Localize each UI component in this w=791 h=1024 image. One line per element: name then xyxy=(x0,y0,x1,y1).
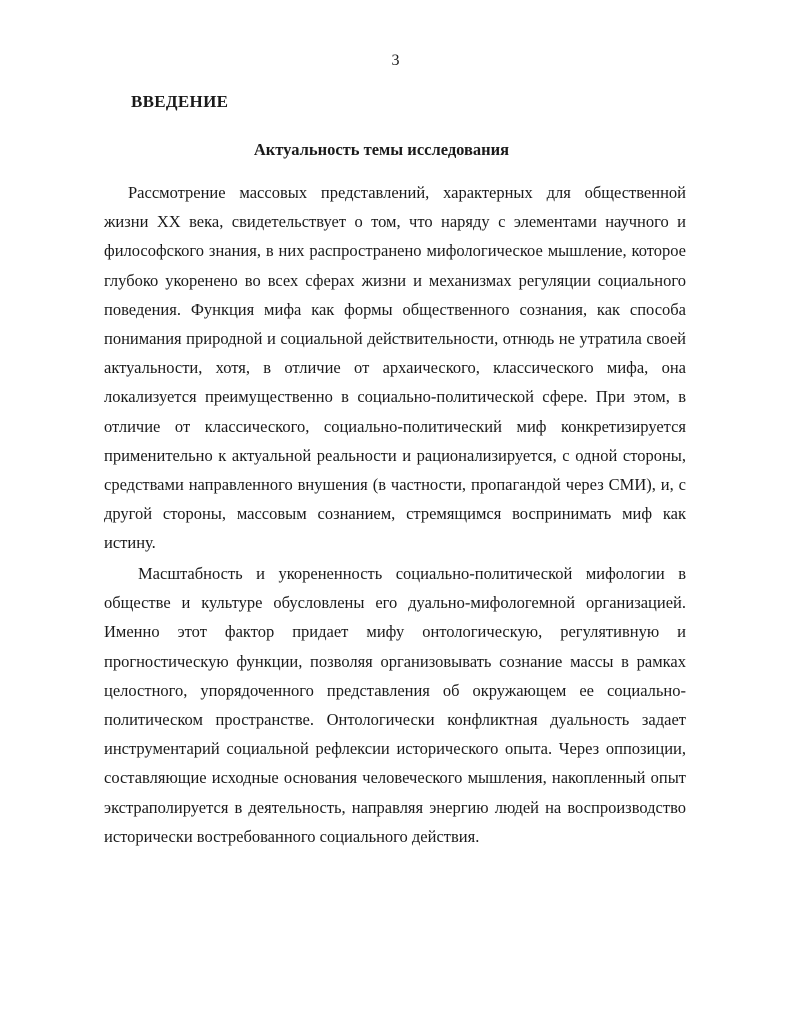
section-title: ВВЕДЕНИЕ xyxy=(131,92,229,111)
page-number: 3 xyxy=(391,52,400,69)
paragraph-1: Рассмотрение массовых представлений, характерных для общественной жизни XX века, свидетельствует о том, что наряду с элементами научного и философского знания, в них распространено мифологическое мышление, которое глубоко укоренено во всех сферах жизни и механизмах регуляции социального поведения. Функция мифа как формы общественного сознания, как способа понимания природной и социальной действительности, отнюдь не утратила своей актуальности, хотя, в отличие от архаического, классического мифа, она локализуется преимущественно в социально-политической сфере. При этом, в отличие от классического, социально-политический миф конкретизируется применительно к актуальной реальности и рационализируется, с одной стороны, средствами направленного внушения (в частности, пропагандой через СМИ), и, с другой стороны, массовым сознанием, стремящимся воспринимать миф как истину. xyxy=(104,183,686,553)
subsection-title xyxy=(0,140,791,160)
paragraph-2: Масштабность и укорененность социально-политической мифологии в обществе и культуре обусловлены его дуально-мифологемной организацией. Именно этот фактор придает мифу онтологическую, регулятивную и прогностическую функции, позволяя организовывать сознание массы в рамках целостного, упорядоченного представления об окружающем ее социально-политическом пространстве. Онтологически конфликтная дуальность задает инструментарий социальной рефлексии исторического опыта. Через оппозиции, составляющие исходные основания человеческого мышления, накопленный опыт экстраполируется в деятельность, направляя энергию людей на воспроизводство исторически востребованного социального действия. xyxy=(104,564,686,846)
subsection-title-text: Актуальность темы исследования xyxy=(253,140,510,159)
